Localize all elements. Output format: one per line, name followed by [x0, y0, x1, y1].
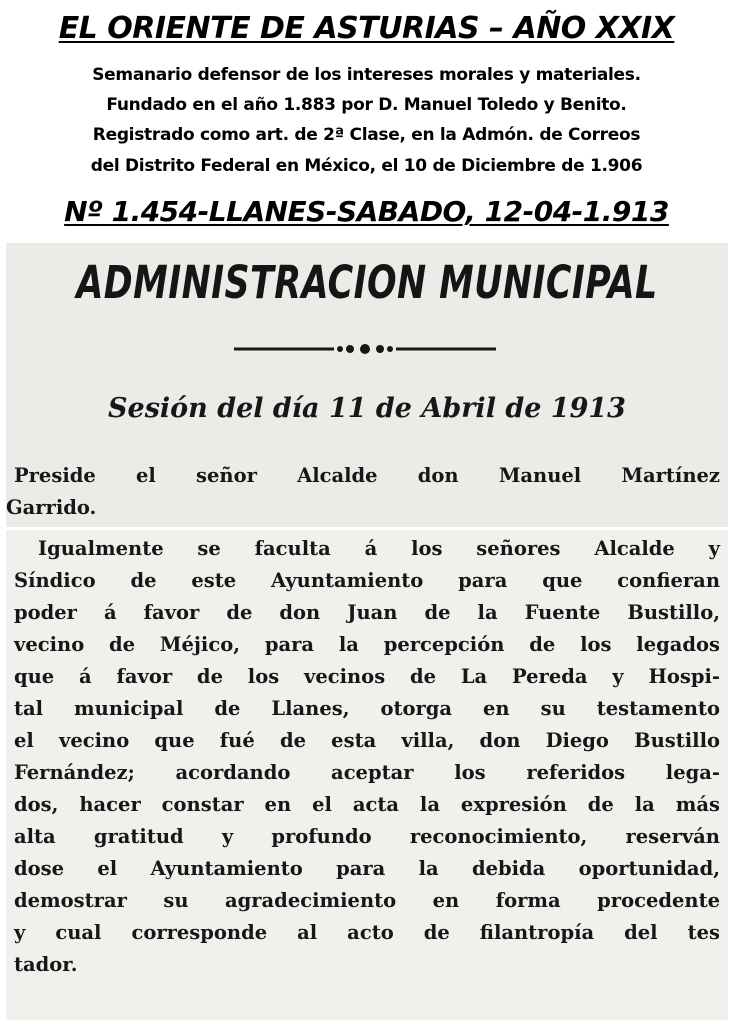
- body-line-14: tador.: [14, 953, 78, 976]
- body-line-2: Síndico de este Ayuntamiento para que confieran: [14, 569, 720, 592]
- session-heading: Sesión del día 11 de Abril de 1913: [108, 393, 626, 424]
- body-line-4: vecino de Méjico, para la percepción de los legados: [14, 633, 720, 656]
- body-line-6: tal municipal de Llanes, otorga en su testamento: [14, 697, 720, 720]
- body-line-5: que á favor de los vecinos de La Pereda y Hospi-: [14, 665, 720, 688]
- body-line-7: el vecino que fué de esta villa, don Diego Bustillo: [14, 729, 720, 752]
- body-line-1: Igualmente se faculta á los señores Alcalde y: [38, 537, 720, 560]
- body-line-8: Fernández; acordando aceptar los referidos lega-: [14, 761, 720, 784]
- description-line-3: Registrado como art. de 2ª Clase, en la Admón. de Correos: [92, 125, 641, 145]
- article-clipping: [6, 243, 728, 1020]
- preside-line-1: Preside el señor Alcalde don Manuel Martínez: [14, 464, 720, 487]
- body-line-10: alta gratitud y profundo reconocimiento, reserván: [14, 825, 720, 848]
- ornament-divider-icon: [234, 343, 496, 355]
- description-line-1: Semanario defensor de los intereses morales y materiales.: [92, 65, 641, 85]
- body-line-12: demostrar su agradecimiento en forma procedente: [14, 889, 720, 912]
- publication-title: EL ORIENTE DE ASTURIAS – AÑO XXIX: [58, 11, 675, 46]
- issue-line: Nº 1.454-LLANES-SABADO, 12-04-1.913: [64, 195, 669, 228]
- clipping-splice: [6, 527, 728, 530]
- body-line-11: dose el Ayuntamiento para la debida oportunidad,: [14, 857, 720, 880]
- preside-line-2: Garrido.: [6, 496, 97, 519]
- body-line-3: poder á favor de don Juan de la Fuente Bustillo,: [14, 601, 720, 624]
- body-line-13: y cual corresponde al acto de filantropía del tes: [14, 921, 720, 944]
- description-line-2: Fundado en el año 1.883 por D. Manuel Toledo y Benito.: [106, 95, 627, 115]
- article-headline: ADMINISTRACION MUNICIPAL: [76, 256, 658, 309]
- body-line-9: dos, hacer constar en el acta la expresión de la más: [14, 793, 720, 816]
- description-line-4: del Distrito Federal en México, el 10 de Diciembre de 1.906: [90, 156, 643, 176]
